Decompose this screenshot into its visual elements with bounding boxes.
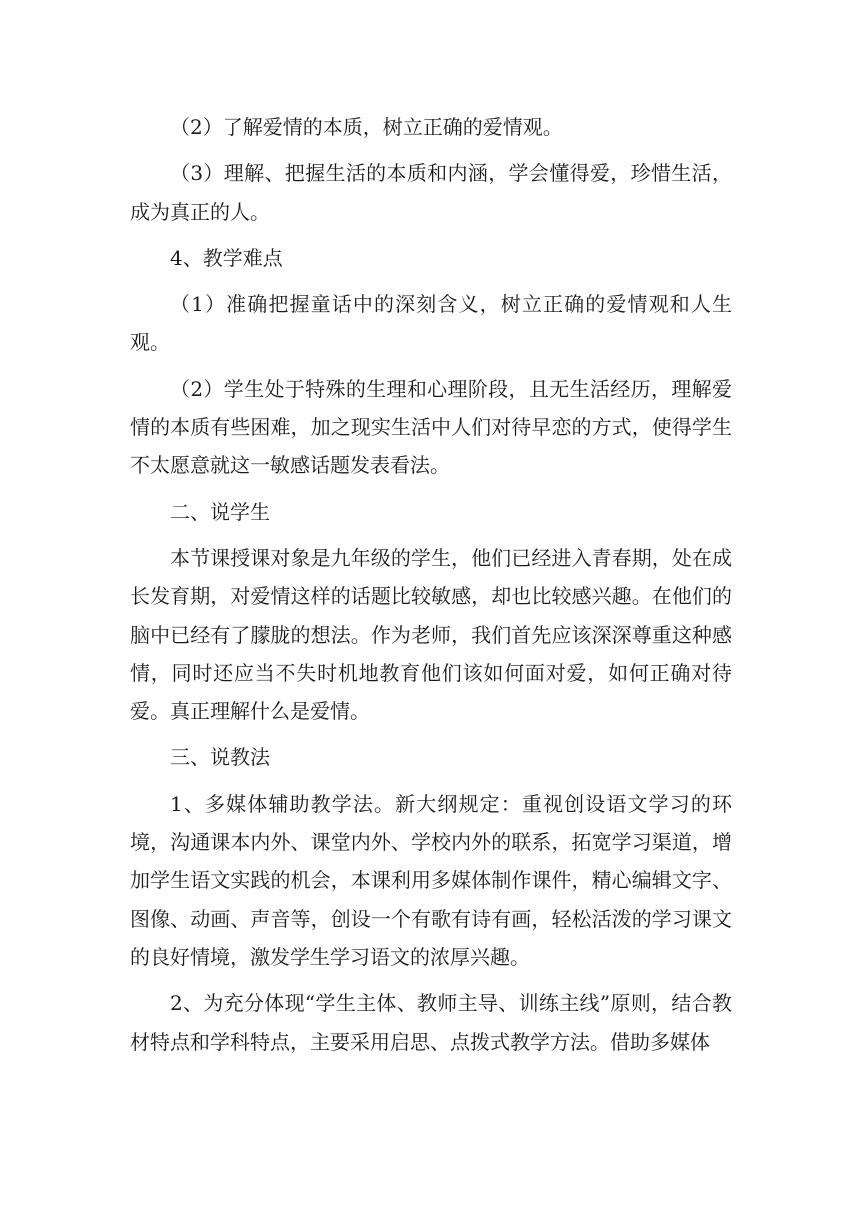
paragraph-method-1: 1、多媒体辅助教学法。新大纲规定：重视创设语文学习的环境，沟通课本内外、课堂内外、学校内外的联系，拓宽学习渠道，增加学生语文实践的机会，本课利用多媒体制作课件，精心编辑文字、图像、动画、声音等，创设一个有歌有诗有画，轻松活泼的学习课文的良好情境，激发学生学习语文的浓厚兴趣。 bbox=[130, 791, 732, 969]
paragraph-students: 本节课授课对象是九年级的学生，他们已经进入青春期，处在成长发育期，对爱情这样的话题比较敏感，却也比较感兴趣。在他们的脑中已经有了朦胧的想法。作为老师，我们首先应该深深尊重这种感情，同时还应当不失时机地教育他们该如何面对爱，如何正确对待爱。真正理解什么是爱情。 bbox=[130, 545, 732, 724]
paragraph-method-2: 2、为充分体现“学生主体、教师主导、训练主线”原则，结合教材特点和学科特点，主要采用启思、点拨式教学方法。借助多媒体 bbox=[130, 991, 732, 1054]
heading-teaching-difficulties: 4、教学难点 bbox=[170, 245, 283, 270]
paragraph-goal-2: （2）了解爱情的本质，树立正确的爱情观。 bbox=[170, 115, 563, 139]
paragraph-difficulty-2: （2）学生处于特殊的生理和心理阶段，且无生活经历，理解爱情的本质有些困难，加之现实生活中人们对待早恋的方式，使得学生不太愿意就这一敏感话题发表看法。 bbox=[130, 376, 732, 478]
paragraph-goal-3: （3）理解、把握生活的本质和内涵，学会懂得爱，珍惜生活，成为真正的人。 bbox=[130, 161, 732, 224]
document-page bbox=[130, 108, 732, 1061]
paragraph-difficulty-1: （1）准确把握童话中的深刻含义，树立正确的爱情观和人生观。 bbox=[130, 292, 732, 355]
heading-about-students: 二、说学生 bbox=[170, 499, 270, 524]
heading-teaching-methods: 三、说教法 bbox=[170, 745, 270, 770]
